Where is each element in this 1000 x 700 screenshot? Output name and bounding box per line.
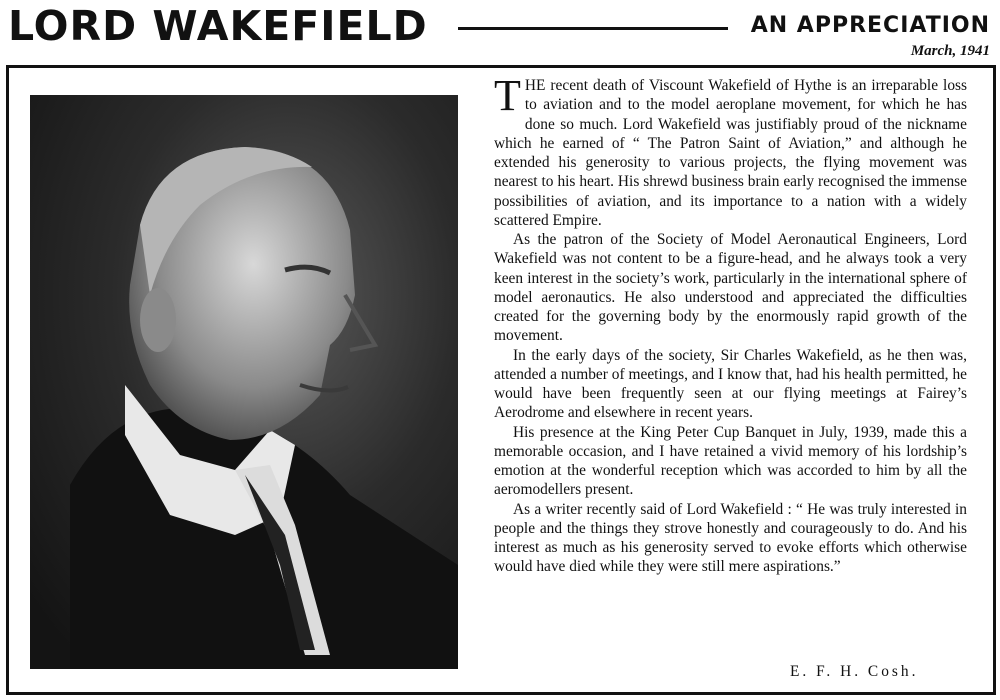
author-signature: E. F. H. Cosh.	[790, 663, 919, 680]
headline: LORD WAKEFIELD	[8, 2, 428, 50]
article-paragraph-text: HE recent death of Viscount Wakefield of Hythe is an irreparable loss to aviation and to the model aeroplane movement, for which he has done so much. Lord Wakefield was justifiably proud of the nickname which he earned of “ The Patron Saint of Aviation,” and although he extended his generosity to various projects, the flying movement was nearest to his heart. His shrewd business brain early recognised the immense possibilities of aviation, and its importance to a nation with a widely scattered Empire.	[494, 77, 967, 229]
article-paragraph	[494, 71, 967, 230]
article-paragraph: His presence at the King Peter Cup Banquet in July, 1939, made this a memorable occasion, and I have retained a vivid memory of his lordship’s emotion at the wonderful reception which was accorded to him by all the aeromodellers present.	[494, 423, 967, 499]
drop-cap: T	[494, 71, 521, 120]
portrait-illustration	[30, 95, 458, 669]
article-paragraph: As a writer recently said of Lord Wakefield : “ He was truly interested in people and the things they strove honestly and courageously to do. And his interest as much as his generosity served to evoke efforts which otherwise would have died while they were still mere aspirations.”	[494, 500, 967, 576]
portrait-photo	[30, 95, 458, 669]
header-rule	[458, 27, 728, 30]
article-body	[494, 71, 967, 577]
dateline: March, 1941	[910, 43, 990, 59]
article-paragraph: As the patron of the Society of Model Aeronautical Engineers, Lord Wakefield was not content to be a figure-head, and he always took a very keen interest in the society’s work, particularly in the international sphere of model aeronautics. He also understood and appreciated the difficulties created for the governing body by the enormously rapid growth of the movement.	[494, 231, 967, 345]
kicker: AN APPRECIATION	[750, 13, 990, 38]
article-paragraph: In the early days of the society, Sir Charles Wakefield, as he then was, attended a number of meetings, and I know that, had his health permitted, he would have been frequently seen at our flying meetings at Fairey’s Aerodrome and elsewhere in recent years.	[494, 346, 967, 422]
